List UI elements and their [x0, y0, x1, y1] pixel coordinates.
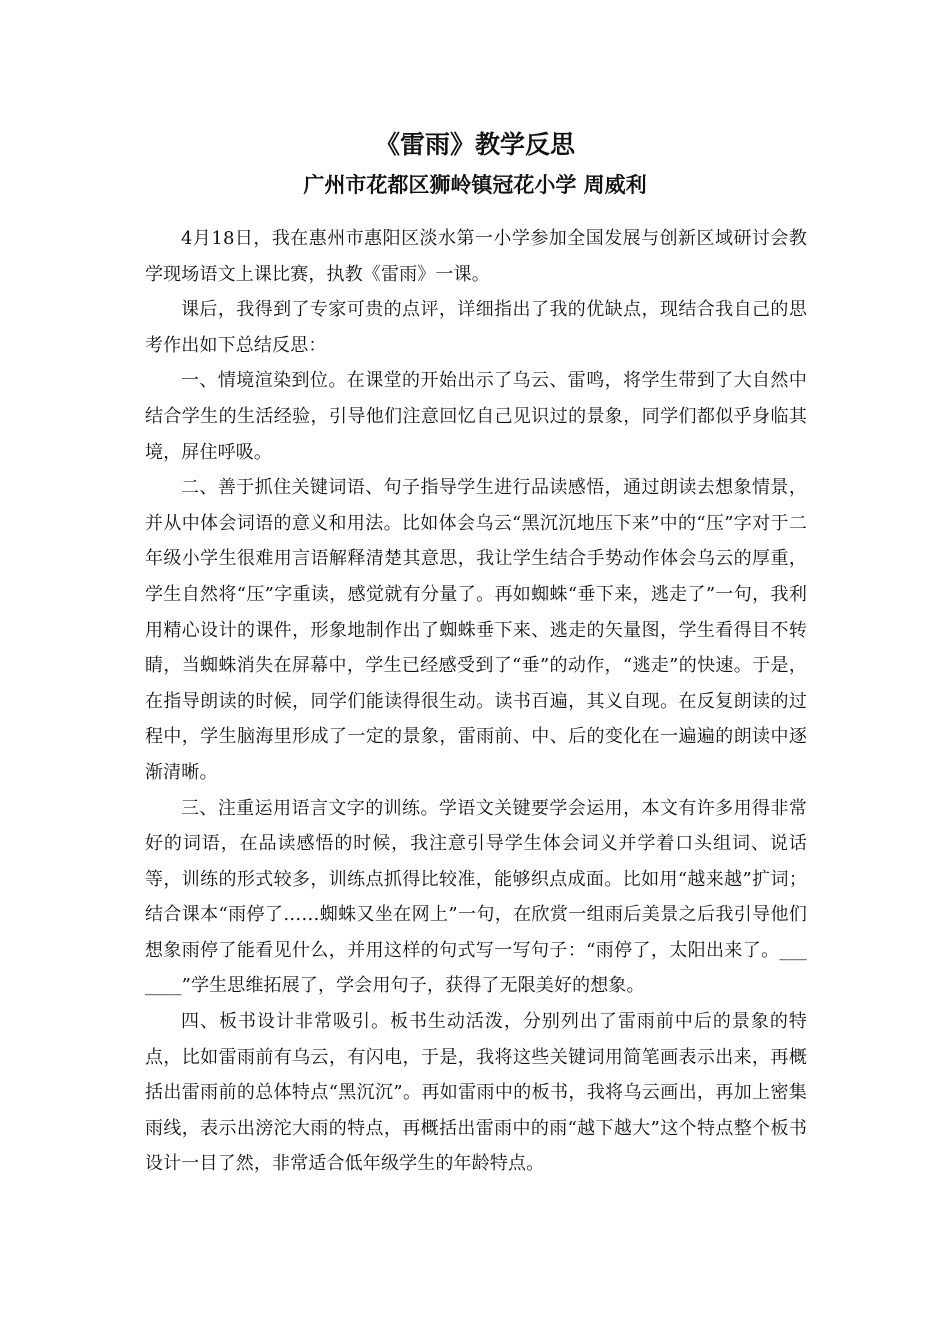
paragraph-intro: 4月18日，我在惠州市惠阳区淡水第一小学参加全国发展与创新区域研讨会教学现场语文上课比赛，执教《雷雨》一课。 [145, 228, 807, 285]
paragraph-point-four: 四、板书设计非常吸引。板书生动活泼，分别列出了雷雨前中后的景象的特点，比如雷雨前有乌云，有闪电，于是，我将这些关键词用简笔画表示出来，再概括出雷雨前的总体特点“黑沉沉”。再如雷雨中的板书，我将乌云画出，再加上密集雨线，表示出滂沱大雨的特点，再概括出雷雨中的雨“越下越大”这个特点整个板书设计一目了然，非常适合低年级学生的年龄特点。 [145, 1011, 807, 1175]
paragraph-summary: 课后，我得到了专家可贵的点评，详细指出了我的优缺点，现结合我自己的思考作出如下总结反思： [145, 299, 807, 356]
document-title: 《雷雨》教学反思 [374, 130, 575, 159]
paragraph-point-two: 二、善于抓住关键词语、句子指导学生进行品读感悟，通过朗读去想象情景，并从中体会词语的意义和用法。比如体会乌云“黑沉沉地压下来”中的“压”字对于二年级小学生很难用言语解释清楚其意思，我让学生结合手势动作体会乌云的厚重，学生自然将“压”字重读，感觉就有分量了。再如蜘蛛“垂下来，逃走了”一句，我利用精心设计的课件，形象地制作出了蜘蛛垂下来、逃走的矢量图，学生看得目不转睛，当蜘蛛消失在屏幕中，学生已经感受到了“垂”的动作，“逃走”的快速。于是，在指导朗读的时候，同学们能读得很生动。读书百遍，其义自现。在反复朗读的过程中，学生脑海里形成了一定的景象，雷雨前、中、后的变化在一遍遍的朗读中逐渐清晰。 [145, 477, 807, 783]
paragraph-point-three: 三、注重运用语言文字的训练。学语文关键要学会运用，本文有许多用得非常好的词语，在品读感悟的时候，我注意引导学生体会词义并学着口头组词、说话等，训练的形式较多，训练点抓得比较准，能够织点成面。比如用“越来越”扩词；结合课本“雨停了……蜘蛛又坐在网上”一句，在欣赏一组雨后美景之后我引导他们想象雨停了能看见什么，并用这样的句式写一写句子：“雨停了，太阳出来了。_______”学生思维拓展了，学会用句子，获得了无限美好的想象。 [145, 797, 807, 997]
author-line: 广州市花都区狮岭镇冠花小学 周威利 [303, 172, 647, 197]
document-body [145, 221, 807, 1182]
paragraph-point-one: 一、情境渲染到位。在课堂的开始出示了乌云、雷鸣，将学生带到了大自然中结合学生的生活经验，引导他们注意回忆自己见识过的景象，同学们都似乎身临其境，屏住呼吸。 [145, 370, 807, 463]
